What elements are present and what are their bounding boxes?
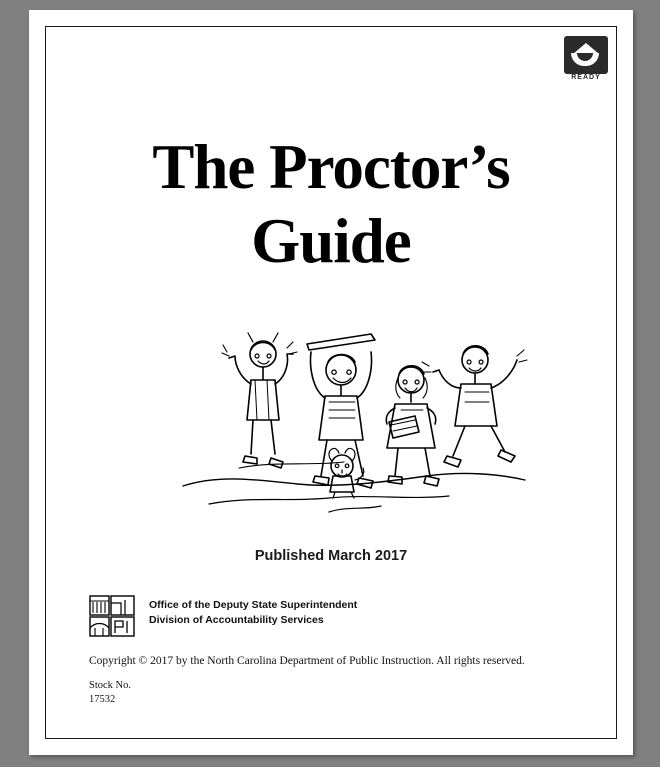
copyright-notice: Copyright © 2017 by the North Carolina Department of Public Instruction. All rights reserved. — [89, 655, 525, 667]
office-line-2: Division of Accountability Services — [149, 614, 324, 627]
ncdpi-logo-icon — [89, 595, 135, 637]
ready-badge-icon — [564, 36, 608, 74]
cover-illustration — [179, 298, 529, 523]
ready-logo-label: READY — [571, 74, 601, 81]
stock-number: 17532 — [89, 694, 116, 706]
stock-number-block — [89, 679, 131, 707]
page-title — [69, 130, 593, 279]
stock-label: Stock No. — [89, 680, 131, 691]
office-info — [149, 598, 357, 628]
ready-logo — [564, 36, 608, 84]
published-date: Published March 2017 — [254, 548, 408, 564]
title-line-1: The Proctor’s — [152, 132, 510, 202]
office-line-1: Office of the Deputy State Superintendent — [149, 599, 358, 611]
document-page — [29, 10, 633, 755]
title-line-2: Guide — [251, 206, 411, 277]
